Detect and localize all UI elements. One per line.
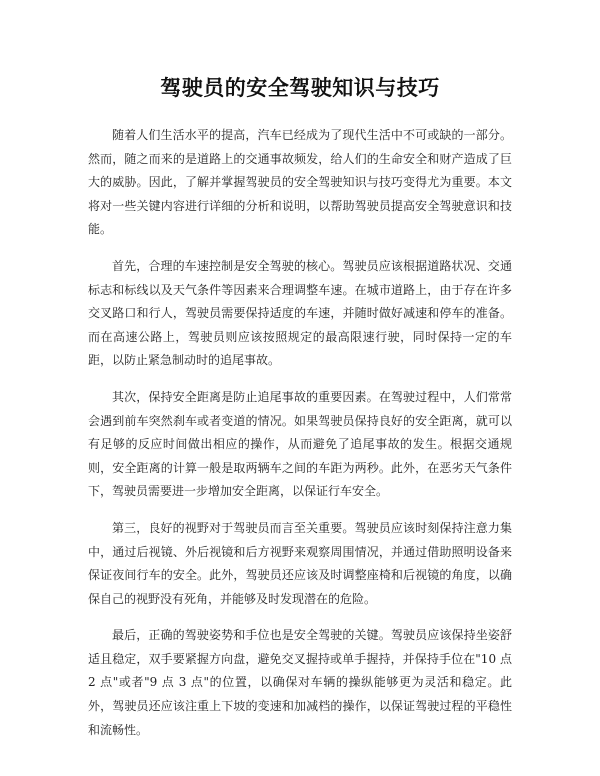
paragraph-safe-distance: 其次，保持安全距离是防止追尾事故的重要因素。在驾驶过程中，人们常常会遇到前车突然刹车或者变道的情况。如果驾驶员保持良好的安全距离，就可以有足够的反应时间做出相应的操作，从而避免了追尾事故的发生。根据交通规则，安全距离的计算一般是取两辆车之间的车距为两秒。此外，在恶劣天气条件下，驾驶员需要进一步增加安全距离，以保证行车安全。 — [88, 389, 512, 499]
page-title: 驾驶员的安全驾驶知识与技巧 — [160, 76, 440, 100]
paragraph-visibility: 第三，良好的视野对于驾驶员而言至关重要。驾驶员应该时刻保持注意力集中，通过后视镜、外后视镜和后方视野来观察周围情况，并通过借助照明设备来保证夜间行车的安全。此外，驾驶员还应该及时调整座椅和后视镜的角度，以确保自己的视野没有死角，并能够及时发现潜在的危险。 — [88, 520, 512, 606]
document-body — [88, 124, 512, 742]
paragraph-speed-control: 首先，合理的车速控制是安全驾驶的核心。驾驶员应该根据道路状况、交通标志和标线以及天气条件等因素来合理调整车速。在城市道路上，由于存在许多交叉路口和行人，驾驶员需要保持适度的车速，并随时做好减速和停车的准备。而在高速公路上，驾驶员则应该按照规定的最高限速行驶，同时保持一定的车距，以防止紧急制动时的追尾事故。 — [88, 258, 512, 368]
paragraph-intro: 随着人们生活水平的提高，汽车已经成为了现代生活中不可或缺的一部分。然而，随之而来的是道路上的交通事故频发，给人们的生命安全和财产造成了巨大的威胁。因此，了解并掌握驾驶员的安全驾驶知识与技巧变得尤为重要。本文将对一些关键内容进行详细的分析和说明，以帮助驾驶员提高安全驾驶意识和技能。 — [88, 128, 512, 237]
paragraph-posture: 最后，正确的驾驶姿势和手位也是安全驾驶的关键。驾驶员应该保持坐姿舒适且稳定，双手要紧握方向盘，避免交叉握持或单手握持，并保持手位在"10 点 2 点"或者"9 点 3 点"的位置，以确保对车辆的操纵能够更为灵活和稳定。此外，驾驶员还应该注重上下坡的变速和加减档的操作，以保证驾驶过程的平稳性和流畅性。 — [88, 628, 512, 737]
